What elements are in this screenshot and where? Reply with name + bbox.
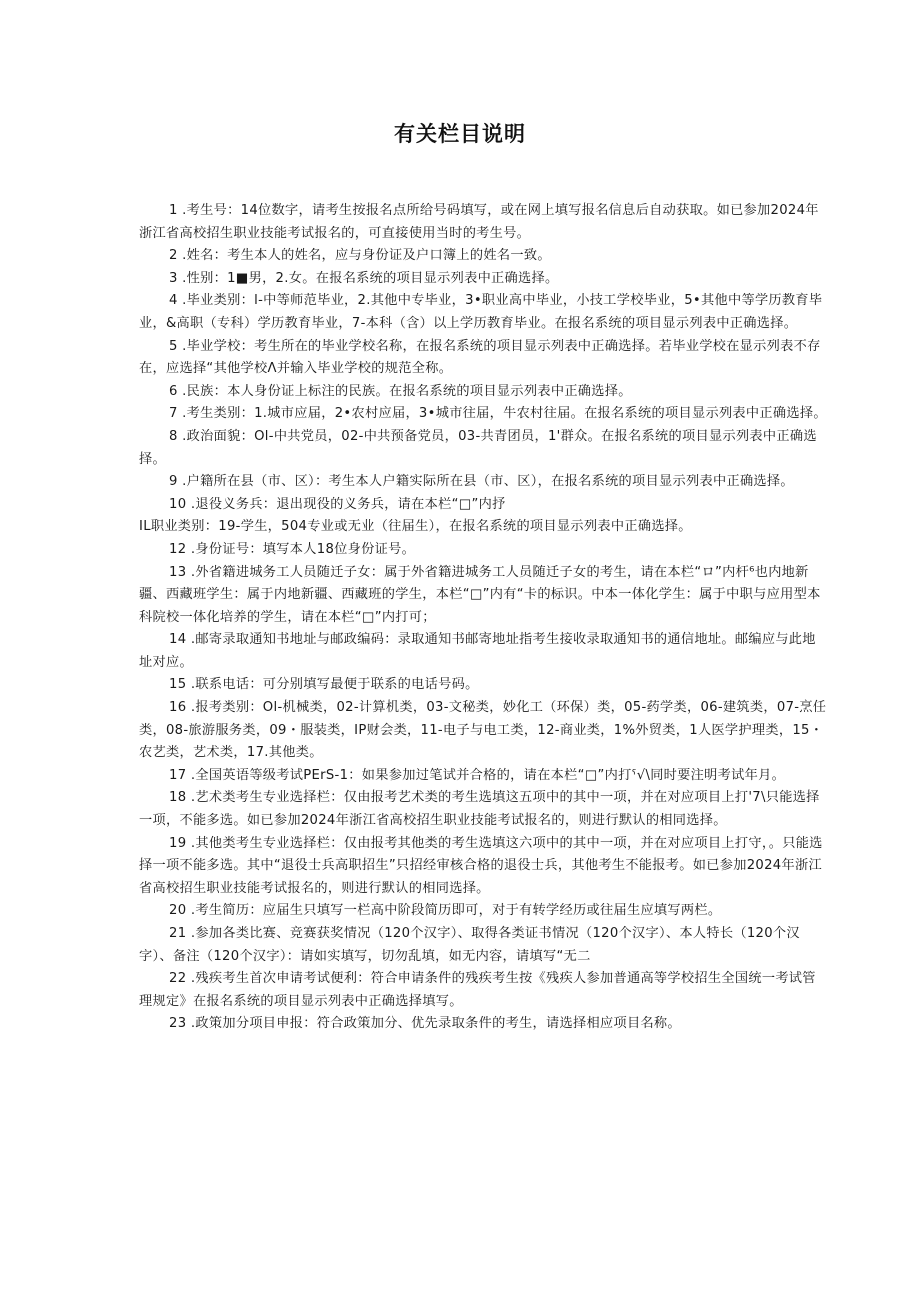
list-item-19: 19 .其他类考生专业选择栏：仅由报考其他类的考生选填这六项中的其中一项，并在对应项目上打守，。只能选择一项不能多选。其中“退役士兵高职招生”只招经审核合格的退役士兵，其他考生不能报考。如已参加2024年浙江省高校招生职业技能考试报名的，则进行默认的相同选择。 [139, 835, 823, 896]
list-item-23: 23 .政策加分项目申报：符合政策加分、优先录取条件的考生，请选择相应项目名称。 [169, 1016, 681, 1032]
list-item-9: 9 .户籍所在县（市、区）：考生本人户籍实际所在县（市、区），在报名系统的项目显示列表中正确选择。 [169, 474, 794, 490]
list-item-1: 1 .考生号：14位数字，请考生按报名点所给号码填写，或在网上填写报名信息后自动获取。如已参加2024年浙江省高校招生职业技能考试报名的，可直接使用当时的考生号。 [139, 203, 819, 241]
list-item-5: 5 .毕业学校：考生所在的毕业学校名称，在报名系统的项目显示列表中正确选择。若毕业学校在显示列表不存在，应选择“其他学校Λ并输入毕业学校的规范全称。 [139, 338, 821, 377]
list-item-12: 12 .身份证号：填写本人18位身份证号。 [169, 541, 416, 557]
list-item-22: 22 .残疾考生首次申请考试便利：符合申请条件的残疾考生按《残疾人参加普通高等学校招生全国统一考试管理规定》在报名系统的项目显示列表中正确选择填写。 [139, 971, 816, 1009]
list-item-14: 14 .邮寄录取通知书地址与邮政编码：录取通知书邮寄地址指考生接收录取通知书的通信地址。邮编应与此地址对应。 [139, 632, 816, 670]
list-item-13: 13 .外省籍进城务工人员随迁子女：属于外省籍进城务工人员随迁子女的考生，请在本栏“ロ”内杆⁶也内地新疆、西藏班学生：属于内地新疆、西藏班的学生，本栏“□”内有“卡的标识。中本一体化学生：属于中职与应用型本科院校一体化培养的学生，请在本栏“□”内打可； [139, 564, 821, 625]
list-item-2: 2 .姓名：考生本人的姓名，应与身份证及户口簿上的姓名一致。 [169, 248, 551, 264]
list-item-17: 17 .全国英语等级考试PErS-1：如果参加过笔试并合格的，请在本栏“□”内打ˤ√\同时要注明考试年月。 [169, 767, 786, 783]
list-item-11: IL职业类别：19-学生，504专业或无业（往届生），在报名系统的项目显示列表中正确选择。 [139, 519, 692, 535]
list-item-7: 7 .考生类别：1.城市应届，2•农村应届，3•城市往届，牛农村往届。在报名系统的项目显示列表中正确选择。 [169, 406, 827, 422]
page-title: 有关栏目说明 [394, 122, 526, 146]
list-item-3: 3 .性别：1■男，2.女。在报名系统的项目显示列表中正确选择。 [169, 270, 559, 286]
item-list [139, 200, 829, 1036]
list-item-16: 16 .报考类别：Ol-机械类，02-计算机类，03-文秘类，妙化工（环保）类，05-药学类，06-建筑类，07-烹任类，08-旅游服务类，09・服装类，IP财会类，11-电子与电工类，12-商业类，1%外贸类，1人医学护理类，15・农艺类，艺术类，17.其他类。 [139, 700, 827, 761]
list-item-21: 21 .参加各类比赛、竞赛获奖情况（120个汉字）、取得各类证书情况（120个汉字）、本人特长（120个汉字）、备注（120个汉字）：请如实填写，切勿乱填，如无内容，请填写“无二 [139, 926, 800, 964]
list-item-4: 4 .毕业类别：l-中等师范毕业，2.其他中专毕业，3•职业高中毕业，小技工学校毕业，5•其他中等学历教育毕业，&高职（专科）学历教育毕业，7-本科（含）以上学历教育毕业。在报名系统的项目显示列表中正确选择。 [139, 293, 823, 331]
list-item-20: 20 .考生简历：应届生只填写一栏高中阶段简历即可，对于有转学经历或往届生应填写两栏。 [169, 903, 722, 919]
list-item-10: 10 .退役义务兵：退出现役的义务兵，请在本栏“□”内抒 [169, 496, 506, 512]
list-item-8: 8 .政治面貌：Ol-中共党员，02-中共预备党员，03-共青团员，1'群众。在报名系统的项目显示列表中正确选择。 [139, 428, 817, 467]
list-item-15: 15 .联系电话：可分别填写最便于联系的电话号码。 [169, 677, 479, 693]
list-item-18: 18 .艺术类考生专业选择栏：仅由报考艺术类的考生选填这五项中的其中一项，并在对应项目上打'7\只能选择一项，不能多选。如已参加2024年浙江省高校招生职业技能考试报名的，则进行默认的相同选择。 [139, 790, 820, 829]
list-item-6: 6 .民族：本人身份证上标注的民族。在报名系统的项目显示列表中正确选择。 [169, 383, 632, 399]
